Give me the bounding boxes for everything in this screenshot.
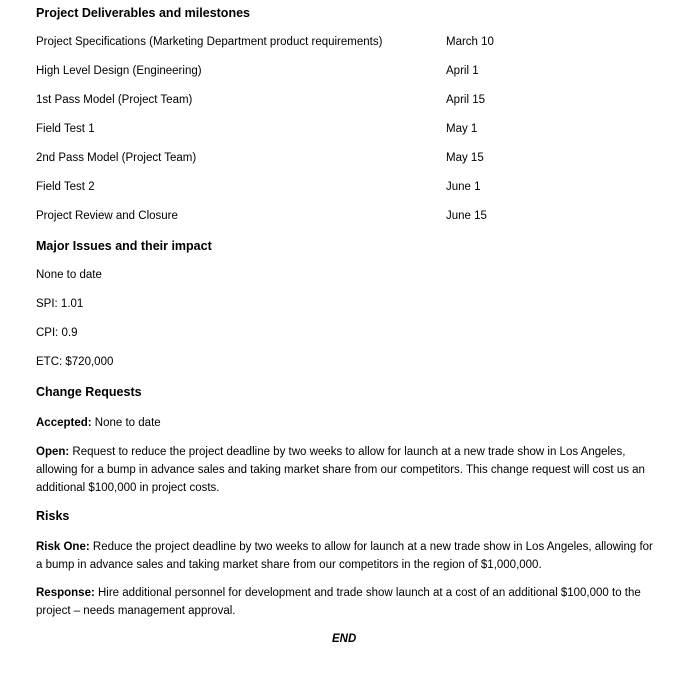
issue-line: ETC: $720,000 xyxy=(36,356,114,368)
deliverable-date: March 10 xyxy=(446,36,494,48)
deliverable-name: Project Review and Closure xyxy=(36,210,178,222)
deliverable-date: April 1 xyxy=(446,65,479,77)
risk-one-text: Reduce the project deadline by two weeks to allow for launch at a new trade show in Los Angeles, allowing for a bump in advance sales and taking market share from our competitors in the region of $1,000,000. xyxy=(36,541,653,571)
deliverable-date: June 1 xyxy=(446,181,481,193)
deliverable-date: April 15 xyxy=(446,94,485,106)
risk-one-paragraph xyxy=(36,538,658,574)
accepted-label: Accepted: xyxy=(36,417,92,429)
deliverable-name: 1st Pass Model (Project Team) xyxy=(36,94,193,106)
risks-heading: Risks xyxy=(36,509,70,523)
deliverable-name: Project Specifications (Marketing Department product requirements) xyxy=(36,36,383,48)
open-paragraph xyxy=(36,443,658,497)
open-label: Open: xyxy=(36,446,70,458)
end-marker: END xyxy=(332,633,357,645)
issue-line: None to date xyxy=(36,269,102,281)
accepted-text: None to date xyxy=(91,417,161,429)
issue-line: SPI: 1.01 xyxy=(36,298,84,310)
response-text: Hire additional personnel for development and trade show launch at a cost of an additional $100,000 to the project – needs management approval. xyxy=(36,587,641,617)
issues-heading: Major Issues and their impact xyxy=(36,239,212,253)
accepted-paragraph xyxy=(36,414,658,432)
deliverable-name: Field Test 2 xyxy=(36,181,95,193)
deliverables-heading: Project Deliverables and milestones xyxy=(36,6,250,20)
issue-line: CPI: 0.9 xyxy=(36,327,78,339)
response-label: Response: xyxy=(36,587,95,599)
change-requests-heading: Change Requests xyxy=(36,385,142,399)
deliverable-date: May 15 xyxy=(446,152,484,164)
open-text: Request to reduce the project deadline by two weeks to allow for launch at a new trade show in Los Angeles, allowing for a bump in advance sales and taking market share from our competitors. This change request will cost us an additional $100,000 in project costs. xyxy=(36,446,645,494)
deliverable-name: 2nd Pass Model (Project Team) xyxy=(36,152,197,164)
risk-one-label: Risk One: xyxy=(36,541,90,553)
response-paragraph xyxy=(36,584,658,620)
deliverable-name: High Level Design (Engineering) xyxy=(36,65,202,77)
deliverable-date: May 1 xyxy=(446,123,478,135)
deliverable-date: June 15 xyxy=(446,210,487,222)
deliverable-name: Field Test 1 xyxy=(36,123,95,135)
